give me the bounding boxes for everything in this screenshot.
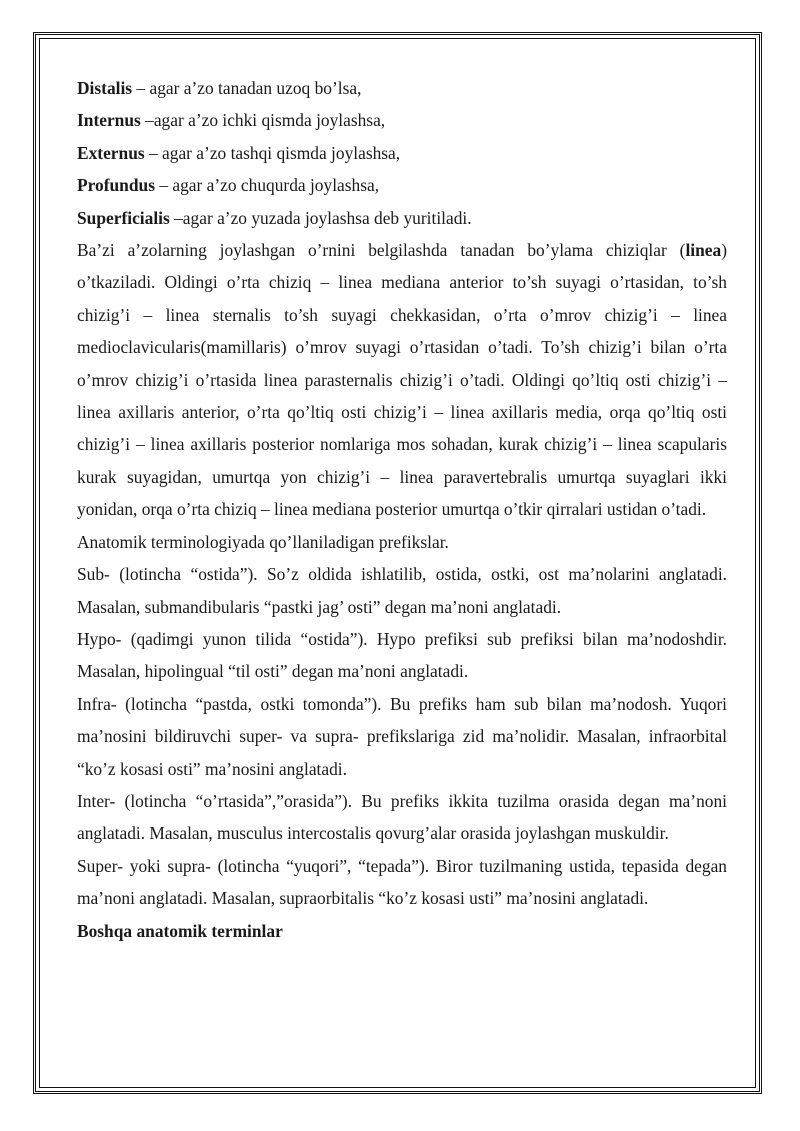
definition-text: –agar a’zo yuzada joylashsa deb yuritiladi. [169,207,472,228]
definition-term: Internus [77,110,141,131]
definition-superficialis [77,202,727,234]
definition-term: Superficialis [77,207,170,228]
linea-bold-term: linea [685,240,722,261]
definition-externus [77,137,727,169]
linea-paragraph-before: Ba’zi a’zolarning joylashgan o’rnini belgilashda tanadan bo’ylama chiziqlar ( [77,240,686,261]
definition-text: –agar a’zo ichki qismda joylashsa, [140,110,386,131]
definition-term: Externus [77,142,145,163]
section-heading-text: Boshqa anatomik terminlar [77,920,283,941]
definition-term: Distalis [77,78,133,98]
definition-text: – agar a’zo tashqi qismda joylashsa, [144,142,401,163]
prefix-infra: Infra- (lotincha “pastda, ostki tomonda”). Bu prefiks ham sub bilan ma’nodosh. Yuqori ma’nosini bildiruvchi super- va supra- prefikslariga zid ma’nolidir. Masalan, infraorbital “ko’z kosasi osti” ma’nosini anglatadi. [77,693,727,779]
linea-paragraph [77,234,727,526]
definition-internus [77,104,727,136]
prefix-intro: Anatomik terminologiyada qo’llaniladigan prefikslar. [77,531,449,552]
definition-text: – agar a’zo tanadan uzoq bo’lsa, [132,78,362,98]
definition-distalis [77,72,727,104]
linea-paragraph-after: ) o’tkaziladi. Oldingi o’rta chiziq – linea mediana anterior to’sh suyagi o’rtasidan, to’sh chizig’i – linea sternalis to’sh suyagi chekkasidan, o’rta o’mrov chizig’i – linea medioclavicularis(mamillaris) o’mrov suyagi o’rtasidan o’tadi. To’sh chizig’i bilan o’rta o’mrov chizig’i o’rtasida linea parasternalis chizig’i o’tadi. Oldingi qo’ltiq osti chizig’i – linea axillaris anterior, o’rta qo’ltiq osti chizig’i – linea axillaris media, orqa qo’ltiq osti chizig’i – linea axillaris posterior nomlariga mos sohadan, kurak chizig’i – linea scapularis kurak suyagidan, umurtqa yon chizig’i – linea paravertebralis umurtqa suyaglari ikki yonidan, orqa o’rta chiziq – linea mediana posterior umurtqa o’tkir qirralari ustidan o’tadi. [77,240,727,520]
prefix-super-supra: Super- yoki supra- (lotincha “yuqori”, “tepada”). Biror tuzilmaning ustida, tepasida degan ma’noni anglatadi. Masalan, supraorbitalis “ko’z kosasi usti” ma’nosini anglatadi. [77,855,727,909]
prefix-sub: Sub- (lotincha “ostida”). So’z oldida ishlatilib, ostida, ostki, ost ma’nolarini anglatadi. Masalan, submandibularis “pastki jag’ osti” degan ma’noni anglatadi. [77,564,727,617]
definition-term: Profundus [77,175,155,196]
section-heading [77,915,727,947]
prefix-hypo: Hypo- (qadimgi yunon tilida “ostida”). Hypo prefiksi sub prefiksi bilan ma’nodoshdir. Masalan, hipolingual “til osti” degan ma’noni anglatadi. [77,628,727,682]
definition-profundus [77,169,727,201]
definition-text: – agar a’zo chuqurda joylashsa, [154,175,380,196]
prefix-inter: Inter- (lotincha “o’rtasida”,”orasida”). Bu prefiks ikkita tuzilma orasida degan ma’noni anglatadi. Masalan, musculus intercostalis qovurg’alar orasida joylashgan muskuldir. [77,790,727,844]
document-body [77,72,727,947]
